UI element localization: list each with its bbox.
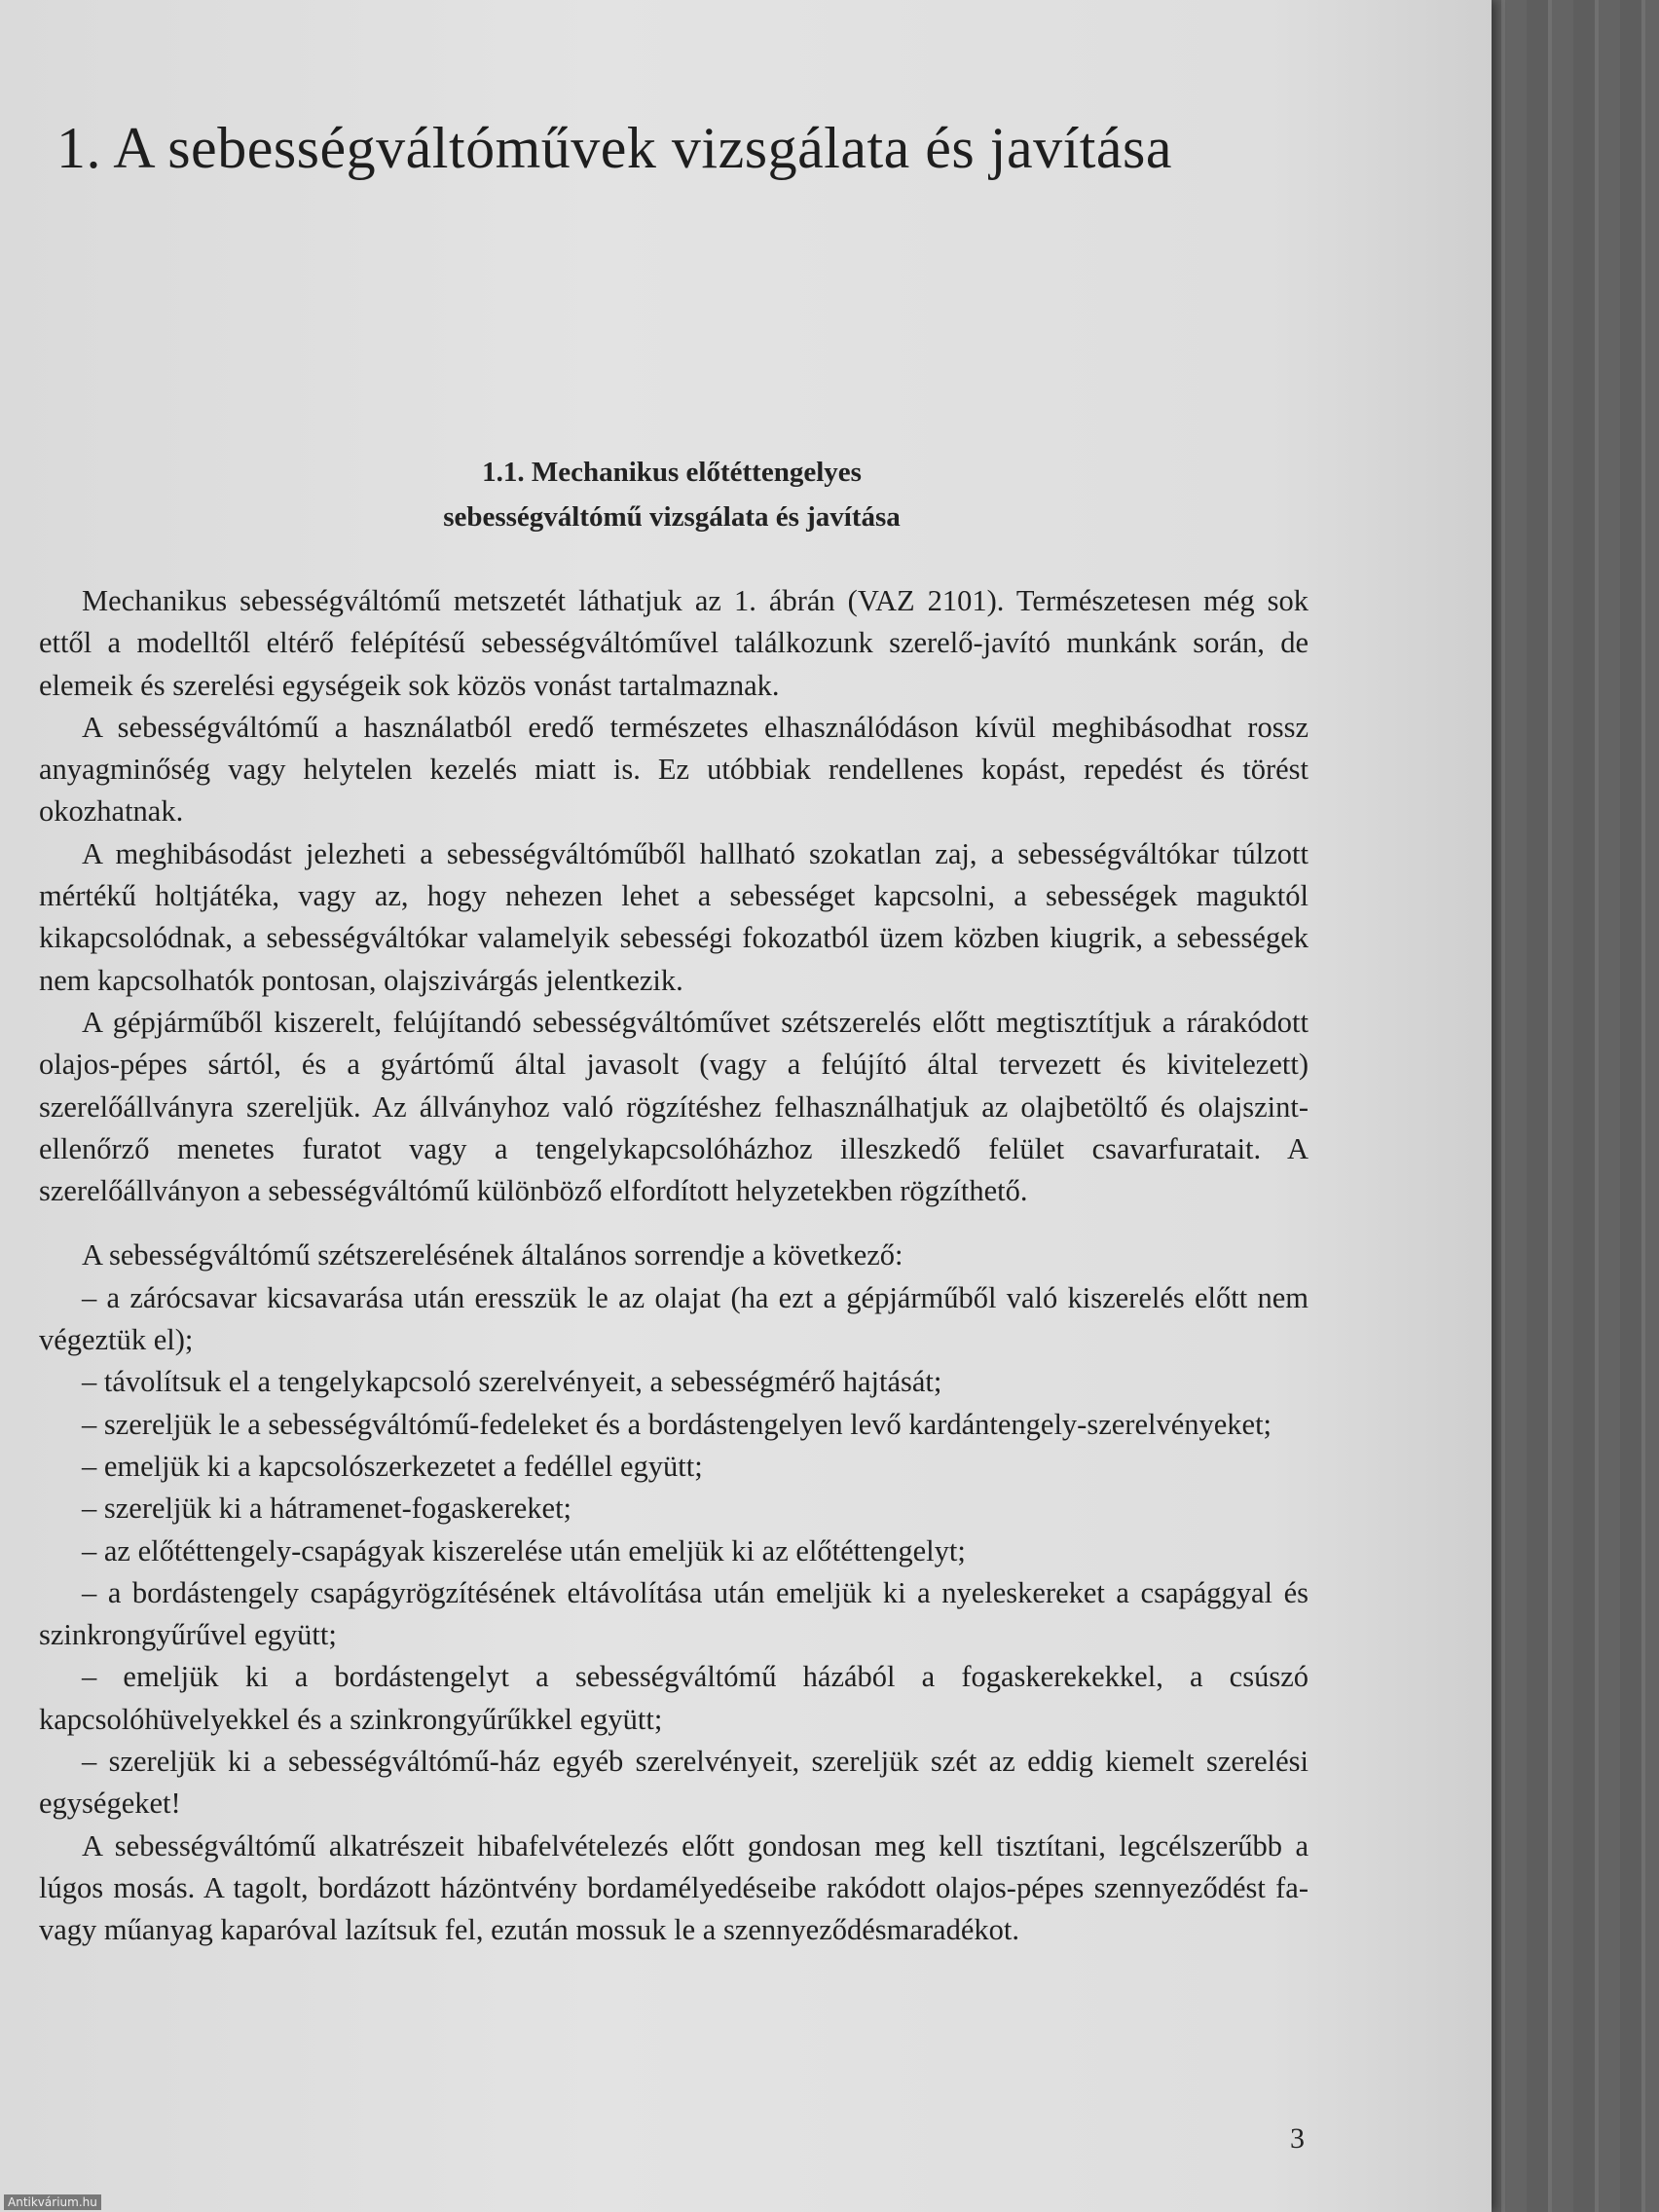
paragraph-cleaning-mounting: A gépjárműből kiszerelt, felújítandó sebességváltóművet szétszerelés előtt megtisztítjuk a rárakódott olajos-pépes sártól, és a gyártómű által javasolt (vagy a felújító által tervezett és kivitelezett) szerelőállványra szereljük. Az állványhoz való rögzítéshez felhasználhatjuk az olajbetöltő és olajszint-ellenőrző menetes furatot vagy a tengelykapcsolóházhoz illeszkedő felület csavarfuratait. A szerelőállványon a sebességváltómű különböző elfordított helyzetekben rögzíthető. <box>39 1005 1309 1208</box>
list-item: – szereljük le a sebességváltómű-fedeleket és a bordástengelyen levő kardántengely-szerelvényeket; <box>82 1407 1272 1441</box>
paragraph-intro: Mechanikus sebességváltómű metszetét láthatjuk az 1. ábrán (VAZ 2101). Természetesen még sok ettől a modelltől eltérő felépítésű sebességváltóművel találkozunk szerelő-javító munkánk során, de elemeik és szerelési egységeik sok közös vonást tartalmaznak. <box>39 584 1309 702</box>
section-heading-line-2: sebességváltómű vizsgálata és javítása <box>443 501 901 533</box>
list-item: – távolítsuk el a tengelykapcsoló szerelvényeit, a sebességmérő hajtását; <box>82 1365 942 1399</box>
list-item: – emeljük ki a bordástengelyt a sebességváltómű házából a fogaskerekekkel, a csúszó kapcsolóhüvelyekkel és a szinkrongyűrűkkel együtt; <box>39 1660 1309 1736</box>
body-text <box>39 580 1309 1952</box>
disassembly-steps-list <box>39 1277 1309 1825</box>
paragraph-disassembly-order: A sebességváltómű szétszerelésének általános sorrendje a következő: <box>82 1238 903 1272</box>
list-item: – szereljük ki a hátramenet-fogaskereket; <box>82 1492 572 1526</box>
paragraph-parts-cleaning: A sebességváltómű alkatrészeit hibafelvételezés előtt gondosan meg kell tisztítani, legcélszerűbb a lúgos mosás. A tagolt, bordázott házöntvény bordamélyedéseibe rakódott olajos-pépes szennyeződést fa- vagy műanyag kaparóval lazítsuk fel, ezután mossuk le a szennyeződésmaradékot. <box>39 1828 1309 1947</box>
page-number: 3 <box>1290 2122 1305 2155</box>
chapter-title: 1. A sebességváltóművek vizsgálata és javítása <box>56 116 1173 180</box>
paragraph-symptoms: A meghibásodást jelezheti a sebességváltóműből hallható szokatlan zaj, a sebességváltókar túlzott mértékű holtjátéka, vagy az, hogy nehezen lehet a sebességet kapcsolni, a sebességek maguktól kikapcsolódnak, a sebességváltókar valamelyik sebességi fokozatból üzem közben kiugrik, a sebességek nem kapcsolhatók pontosan, olajszivárgás jelentkezik. <box>39 836 1309 997</box>
list-item: – a zárócsavar kicsavarása után eresszük le az olajat (ha ezt a gépjárműből való kiszerelés előtt nem végeztük el); <box>39 1280 1309 1357</box>
section-heading <box>370 450 974 539</box>
list-item: – az előtéttengely-csapágyak kiszerelése után emeljük ki az előtéttengelyt; <box>82 1533 966 1567</box>
list-item: – emeljük ki a kapcsolószerkezetet a fedéllel együtt; <box>82 1449 703 1483</box>
section-heading-line-1: 1.1. Mechanikus előtéttengelyes <box>482 457 862 488</box>
paragraph-wear: A sebességváltómű a használatból eredő természetes elhasználódáson kívül meghibásodhat rossz anyagminőség vagy helytelen kezelés miatt is. Ez utóbbiak rendellenes kopást, repedést és törést okozhatnak. <box>39 710 1309 829</box>
list-item: – a bordástengely csapágyrögzítésének eltávolítása után emeljük ki a nyeleskereket a csapággyal és szinkrongyűrűvel együtt; <box>39 1575 1309 1652</box>
background-surface <box>1480 0 1659 2212</box>
watermark-logo: Antikvárium.hu <box>4 2194 101 2210</box>
list-item: – szereljük ki a sebességváltómű-ház egyéb szerelvényeit, szereljük szét az eddig kiemelt szerelési egységeket! <box>39 1745 1309 1821</box>
